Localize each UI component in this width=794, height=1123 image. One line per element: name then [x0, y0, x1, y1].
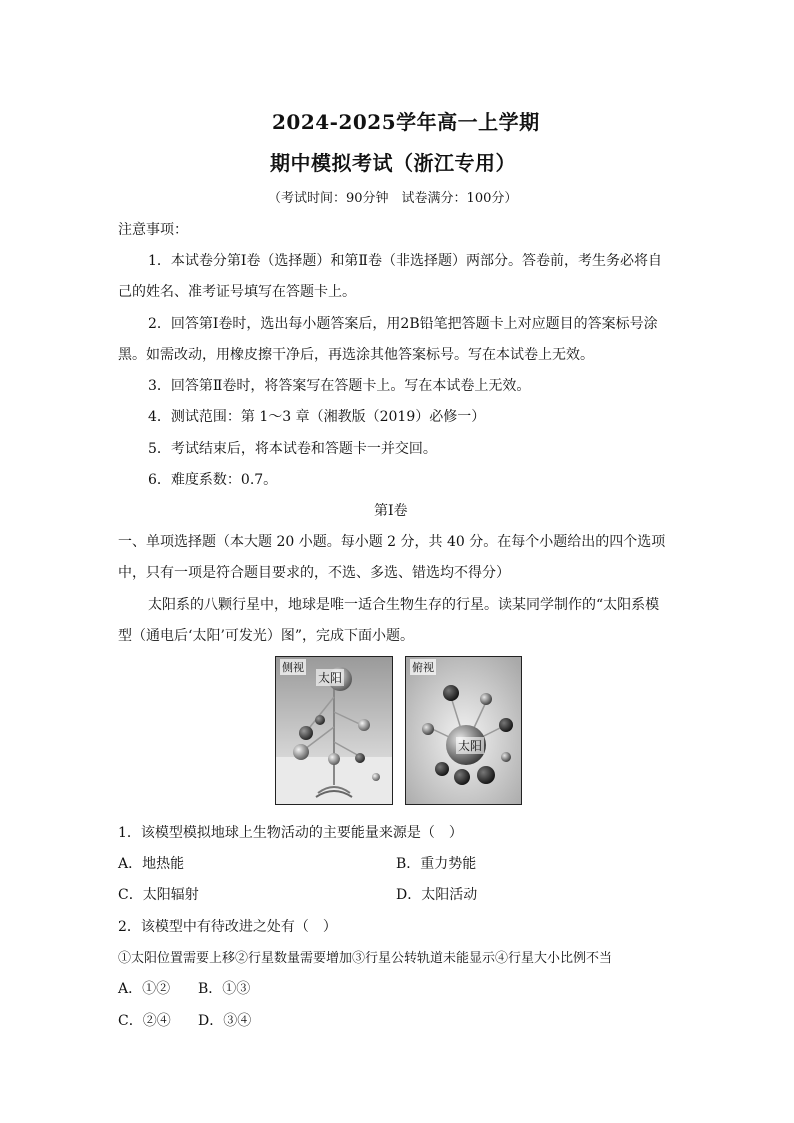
top-view-photo — [405, 656, 522, 805]
note-line: 3．回答第Ⅱ卷时，将答案写在答题卡上。写在本试卷上无效。 — [148, 378, 531, 394]
question-2-option-a: A．①② — [118, 981, 171, 997]
passage-line: 太阳系的八颗行星中，地球是唯一适合生物生存的行星。读某同学制作的“太阳系模 — [148, 597, 660, 613]
note-line: 4．测试范围：第 1～3 章（湘教版（2019）必修一） — [148, 409, 486, 425]
part-heading: 中，只有一项是符合题目要求的，不选、多选、错选均不得分） — [118, 565, 510, 581]
notes-heading: 注意事项： — [118, 222, 188, 238]
passage-line: 型（通电后‘太阳’可发光）图”，完成下面小题。 — [118, 628, 415, 644]
question-1-option-b: B．重力势能 — [396, 856, 477, 872]
exam-subtitle: （考试时间：90分钟 试卷满分：100分） — [268, 191, 518, 206]
note-line: 2．回答第Ⅰ卷时，选出每小题答案后，用2B铅笔把答题卡上对应题目的答案标号涂 — [148, 316, 658, 332]
note-line: 己的姓名、准考证号填写在答题卡上。 — [118, 284, 356, 300]
side-view-label: 侧视 — [282, 661, 304, 674]
sun-label: 太阳 — [318, 671, 343, 685]
title-line1: 2024-2025学年高一上学期 — [272, 110, 540, 134]
question-1-option-c: C．太阳辐射 — [118, 887, 199, 903]
question-1-stem: 1．该模型模拟地球上生物活动的主要能量来源是（ ） — [118, 825, 463, 841]
question-2-option-b: B．①③ — [198, 981, 251, 997]
solar-model-top-illustration — [406, 657, 521, 804]
question-1-option-d: D．太阳活动 — [396, 887, 478, 903]
note-line: 6．难度系数：0.7。 — [148, 472, 278, 488]
note-line: 1．本试卷分第Ⅰ卷（选择题）和第Ⅱ卷（非选择题）两部分。答卷前，考生务必将自 — [148, 253, 662, 269]
sun-label: 太阳 — [458, 739, 483, 753]
note-line: 5．考试结束后，将本试卷和答题卡一并交回。 — [148, 441, 437, 457]
note-line: 黑。如需改动，用橡皮擦干净后，再选涂其他答案标号。写在本试卷上无效。 — [118, 347, 594, 363]
question-1-option-a: A．地热能 — [118, 856, 185, 872]
question-2-option-c: C．②④ — [118, 1013, 171, 1029]
part-heading: 一、单项选择题（本大题 20 小题。每小题 2 分，共 40 分。在每个小题给出的四个选项 — [118, 534, 666, 550]
question-2-statements: ①太阳位置需要上移②行星数量需要增加③行星公转轨道未能显示④行星大小比例不当 — [118, 951, 613, 966]
top-view-label: 俯视 — [412, 661, 434, 674]
section-title: 第Ⅰ卷 — [374, 503, 408, 519]
question-2-stem: 2．该模型中有待改进之处有（ ） — [118, 919, 337, 935]
side-view-photo — [275, 656, 393, 805]
question-2-option-d: D．③④ — [198, 1013, 252, 1029]
title-line2: 期中模拟考试（浙江专用） — [270, 151, 516, 175]
